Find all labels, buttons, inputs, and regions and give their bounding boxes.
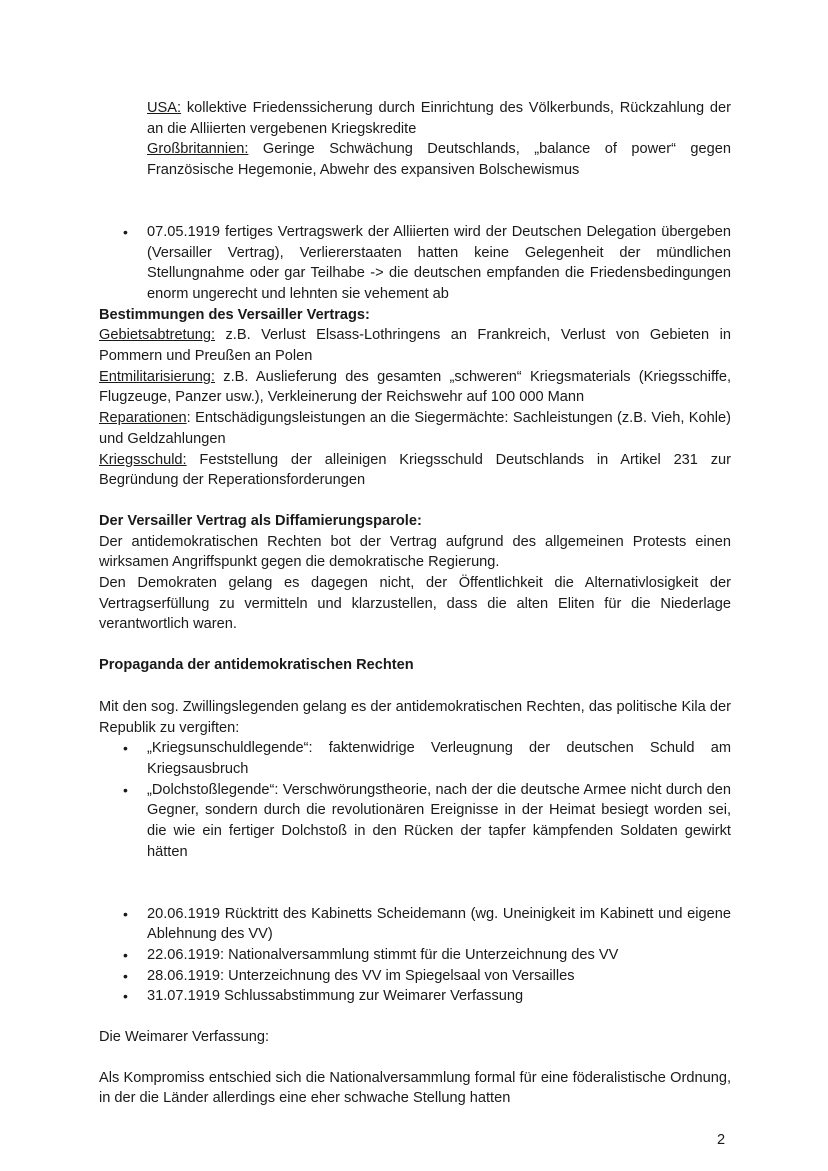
list-item: [99, 904, 731, 945]
list-item-text: „Kriegsunschuldlegende“: faktenwidrige Verleugnung der deutschen Schuld am Kriegsausbruch: [147, 740, 731, 777]
propaganda-intro: Mit den sog. Zwillingslegenden gelang es der antidemokratischen Rechten, das politische Kila der Republik zu vergiften:: [99, 698, 731, 736]
bullet-icon: •: [123, 781, 128, 798]
provision-label: Kriegsschuld:: [99, 451, 187, 468]
spacer: [99, 1048, 731, 1068]
spacer: [99, 1007, 731, 1027]
provision-item: [99, 450, 731, 491]
bullet-icon: •: [123, 223, 128, 240]
list-item-text: „Dolchstoßlegende“: Verschwörungstheorie, nach der die deutsche Armee nicht durch den Gegner, sondern durch die revolutionären Ereignisse in der Heimat besiegt worden sei, die wie ein fertiger Dolchstoß in den Rücken der tapfer kämpfenden Soldaten gewirkt hätten: [147, 781, 731, 860]
page-number: 2: [717, 1132, 726, 1148]
propaganda-heading: Propaganda der antidemokratischen Rechten: [99, 657, 414, 674]
bullet-icon: •: [123, 946, 128, 963]
list-item: [99, 986, 731, 1007]
list-item: [99, 738, 731, 779]
provision-label: Entmilitarisierung:: [99, 368, 215, 385]
spacer: [99, 181, 731, 222]
provision-text: z.B. Verlust Elsass-Lothringens an Frankreich, Verlust von Gebieten in Pommern und Preußen an Polen: [99, 327, 731, 365]
bullet-icon: •: [123, 905, 128, 922]
provision-item: [99, 367, 731, 408]
document-page: [99, 98, 731, 1109]
defamation-paragraph-1: Der antidemokratischen Rechten bot der Vertrag aufgrund des allgemeinen Protests einen wirksamen Angriffspunkt gegen die demokratische Regierung.: [99, 533, 731, 571]
provision-label: Reparationen: [99, 410, 187, 427]
usa-label: USA:: [147, 100, 182, 116]
list-item: [99, 780, 731, 863]
provision-item: [99, 325, 731, 366]
gb-paragraph: [99, 139, 731, 180]
list-item-text: 28.06.1919: Unterzeichnung des VV im Spiegelsaal von Versailles: [147, 967, 575, 984]
spacer: [99, 863, 731, 904]
list-item-text: 07.05.1919 fertiges Vertragswerk der Alliierten wird der Deutschen Delegation übergeben (Versailler Vertrag), Verliererstaaten hatten keine Gelegenheit der mündlichen Stellungnahme oder gar Teilhabe -> die deutschen empfanden die Friedensbedingungen enorm ungerecht und lehnten sie vehement ab: [147, 223, 731, 302]
provision-text: Feststellung der alleinigen Kriegsschuld Deutschlands in Artikel 231 zur Begründung der Reperationsforderungen: [99, 451, 731, 489]
list-item-text: 31.07.1919 Schlussabstimmung zur Weimarer Verfassung: [147, 988, 524, 1005]
bullet-icon: •: [123, 988, 128, 1005]
weimar-paragraph: Als Kompromiss entschied sich die Nationalversammlung formal für eine föderalistische Ordnung, in der die Länder allerdings eine eher schwache Stellung hatten: [99, 1069, 731, 1107]
spacer: [99, 676, 731, 697]
provision-text: : Entschädigungsleistungen an die Siegermächte: Sachleistungen (z.B. Vieh, Kohle) und Geldzahlungen: [99, 410, 731, 447]
defamation-paragraph-2: Den Demokraten gelang es dagegen nicht, der Öffentlichkeit die Alternativlosigkeit der Vertragserfüllung zu vermitteln und klarzustellen, dass die alten Eliten für die Niederlage verantwortlich waren.: [99, 575, 731, 633]
weimar-heading: Die Weimarer Verfassung:: [99, 1029, 270, 1046]
gb-text: Geringe Schwächung Deutschlands, „balance of power“ gegen Französische Hegemonie, Abwehr des expansiven Bolschewismus: [147, 141, 731, 179]
provision-label: Gebietsabtretung:: [99, 327, 216, 344]
provisions-heading: Bestimmungen des Versailler Vertrags:: [99, 306, 370, 323]
spacer: [99, 635, 731, 655]
list-item-text: 22.06.1919: Nationalversammlung stimmt für die Unterzeichnung des VV: [147, 946, 619, 963]
bullet-icon: •: [123, 740, 128, 757]
provision-text: z.B. Auslieferung des gesamten „schweren“ Kriegsmaterials (Kriegsschiffe, Flugzeuge, Panzer usw.), Verkleinerung der Reichswehr auf 100 000 Mann: [99, 368, 731, 406]
list-item: [99, 945, 731, 966]
usa-paragraph: [99, 98, 731, 139]
provision-item: [99, 408, 731, 449]
bullet-icon: •: [123, 967, 128, 984]
defamation-heading: Der Versailler Vertrag als Diffamierungsparole:: [99, 512, 422, 529]
usa-text: kollektive Friedenssicherung durch Einrichtung des Völkerbunds, Rückzahlung der an die Alliierten vergebenen Kriegskredite: [147, 100, 731, 137]
list-item: [99, 966, 731, 987]
list-item-text: 20.06.1919 Rücktritt des Kabinetts Scheidemann (wg. Uneinigkeit im Kabinett und eigene Ablehnung des VV): [147, 905, 731, 943]
list-item-treaty: [99, 222, 731, 305]
spacer: [99, 491, 731, 511]
gb-label: Großbritannien:: [147, 141, 249, 158]
